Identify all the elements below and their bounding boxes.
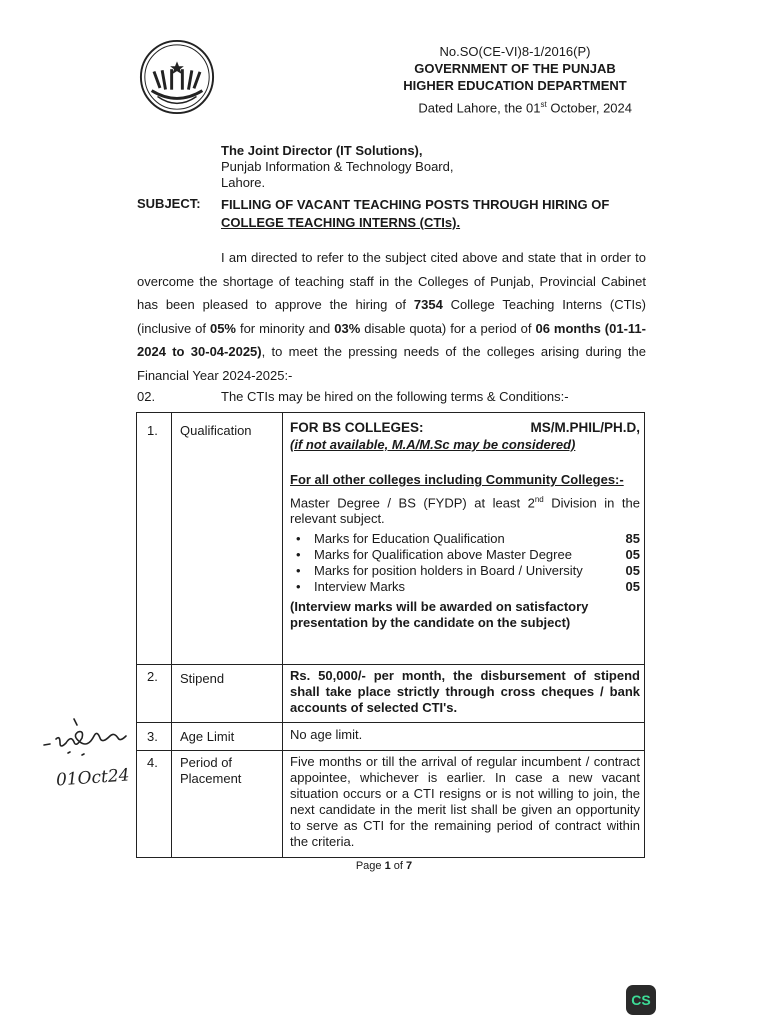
bs-colleges-heading: FOR BS COLLEGES:	[290, 420, 424, 435]
table-row-number: 4.	[147, 755, 158, 770]
letter-date	[400, 100, 632, 115]
department-name: HIGHER EDUCATION DEPARTMENT	[403, 78, 627, 93]
subject-line-2: COLLEGE TEACHING INTERNS (CTIs).	[221, 215, 461, 230]
addressee-name: The Joint Director (IT Solutions),	[221, 143, 423, 158]
bs-alternative-note: (if not available, M.A/M.Sc may be considered)	[290, 437, 576, 452]
marks-label: • Marks for Education Qualification	[314, 531, 505, 547]
letter-reference-block	[390, 43, 640, 94]
table-row-number: 1.	[147, 423, 158, 438]
marks-value: 05	[625, 547, 640, 563]
camscanner-badge-icon: CS	[626, 985, 656, 1015]
page-total: 7	[406, 860, 413, 872]
hiring-period: 06 months (01-11-2024 to 30-04-2025)	[137, 320, 646, 359]
minority-quota: 05%	[209, 320, 236, 336]
page-number: 1	[384, 860, 391, 872]
marks-label: • Marks for position holders in Board / University	[314, 563, 583, 579]
government-name: GOVERNMENT OF THE PUNJAB	[414, 61, 616, 76]
page-of-label: of	[390, 860, 407, 872]
age-limit-details: No age limit.	[290, 727, 363, 742]
body-text-1: I am directed to refer to the subject cited above and state that in order to overcome the shortage of teaching staff in the Colleges of Punjab, Provincial Cabinet has been pleased to approve the hiring of	[137, 250, 646, 312]
list-item	[290, 563, 640, 579]
marks-list	[290, 531, 640, 595]
body-paragraph	[137, 246, 646, 387]
marks-value: 05	[625, 563, 640, 579]
master-degree-suffix: Division in the relevant subject.	[290, 495, 640, 527]
table-row-label: Period of Placement	[180, 755, 242, 786]
paragraph-02-text: The CTIs may be hired on the following terms & Conditions:-	[221, 389, 569, 404]
addressee-block	[221, 143, 453, 191]
bs-degree-requirement: MS/M.PHIL/PH.D,	[530, 420, 640, 435]
other-colleges-heading: For all other colleges including Community Colleges:-	[290, 472, 624, 487]
date-prefix: Dated Lahore, the 01	[418, 100, 541, 116]
disable-quota: 03%	[334, 320, 361, 336]
addressee-line-1: Punjab Information & Technology Board,	[221, 159, 454, 174]
subject-text	[221, 196, 651, 232]
list-item	[290, 547, 640, 563]
table-row-label: Age Limit	[180, 729, 235, 744]
paragraph-number: 02.	[137, 389, 156, 404]
addressee-line-2: Lahore.	[221, 175, 266, 190]
reference-number: No.SO(CE-VI)8-1/2016(P)	[439, 44, 591, 59]
marks-value: 85	[625, 531, 640, 547]
marks-label: • Interview Marks	[314, 579, 406, 595]
page-label: Page	[355, 860, 385, 872]
subject-line-1: FILLING OF VACANT TEACHING POSTS THROUGH HIRING OF	[221, 197, 610, 212]
table-divider	[282, 413, 283, 857]
body-text-3: for minority and	[236, 320, 335, 336]
punjab-government-emblem-icon	[138, 38, 216, 116]
master-degree-requirement	[290, 492, 640, 527]
page-footer	[0, 860, 768, 872]
stipend-details: Rs. 50,000/- per month, the disbursement of stipend shall take place strictly through cross cheques / bank accounts of selected CTI's.	[290, 668, 640, 715]
body-text-5: , to meet the pressing needs of the colleges arising during the Financial Year 2024-2025:-	[137, 344, 647, 383]
placement-period-details: Five months or till the arrival of regular incumbent / contract appointee, whichever is earlier. In case a new vacant situation occurs or a CTI resigns or is not willing to join, the next candidate in the merit list shall be given an opportunity to serve as CTI for the remaining period of contract within the criteria.	[290, 754, 640, 849]
table-divider	[137, 722, 644, 723]
marks-value: 05	[625, 579, 640, 595]
table-divider	[137, 750, 644, 751]
table-divider	[171, 413, 172, 857]
date-ordinal: st	[540, 100, 547, 109]
table-row-label: Qualification	[180, 423, 252, 438]
subject-label: SUBJECT:	[137, 196, 201, 211]
interview-marks-note: (Interview marks will be awarded on satisfactory presentation by the candidate on the subject)	[290, 599, 589, 631]
intern-count: 7354	[413, 297, 443, 312]
table-row-label: Stipend	[180, 671, 225, 686]
list-item	[290, 579, 640, 595]
table-divider	[137, 664, 644, 665]
marks-label: • Marks for Qualification above Master Degree	[314, 547, 572, 563]
list-item	[290, 531, 640, 547]
table-row-number: 3.	[147, 729, 158, 744]
qualification-details	[290, 420, 640, 631]
date-suffix: October, 2024	[546, 100, 632, 116]
body-text-4: disable quota) for a period of	[360, 320, 536, 336]
handwritten-date: 01Oct24	[55, 765, 131, 791]
terms-table	[136, 412, 645, 858]
master-degree-ordinal: nd	[534, 495, 544, 504]
master-degree-prefix: Master Degree / BS (FYDP) at least 2	[290, 495, 535, 511]
table-row-number: 2.	[147, 669, 158, 684]
body-text-2: College Teaching Interns (CTIs) (inclusive of	[137, 297, 646, 336]
